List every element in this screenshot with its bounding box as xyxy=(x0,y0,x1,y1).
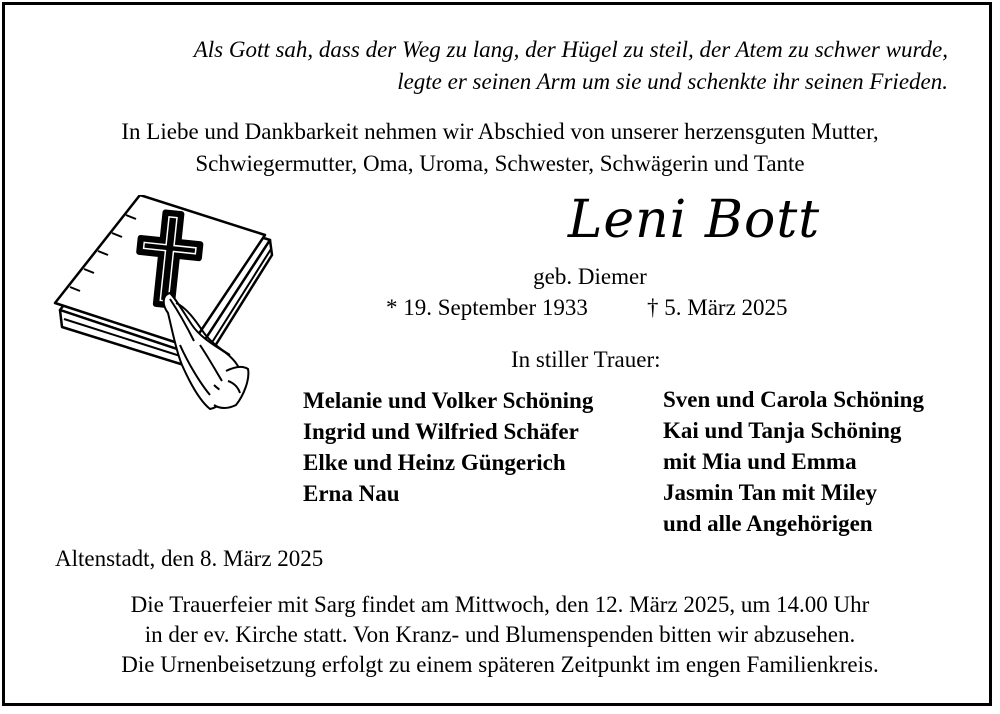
birth-date: * 19. September 1933 xyxy=(386,295,588,320)
deceased-name-row xyxy=(0,190,1000,250)
mourners-right-column xyxy=(663,384,924,539)
mourner-name: Elke und Heinz Güngerich xyxy=(303,450,566,475)
maiden-name: geb. Diemer xyxy=(533,264,647,289)
mourners-heading: In stiller Trauer: xyxy=(511,347,661,372)
mourners-left-column xyxy=(303,385,593,509)
mourner-name: Melanie und Volker Schöning xyxy=(303,388,594,413)
quote-line-1: Als Gott sah, dass der Weg zu lang, der Hügel zu steil, der Atem zu schwer wurde, xyxy=(193,37,948,62)
intro-line-1: In Liebe und Dankbarkeit nehmen wir Abschied von unserer herzensguten Mutter, xyxy=(121,119,879,144)
deceased-name: Leni Bott xyxy=(567,190,821,250)
place-and-date: Altenstadt, den 8. März 2025 xyxy=(55,546,324,571)
funeral-details xyxy=(0,590,1000,680)
mourner-name: Jasmin Tan mit Miley xyxy=(663,480,878,505)
mourner-name: Sven und Carola Schöning xyxy=(663,387,924,412)
mourner-name: und alle Angehörigen xyxy=(663,511,873,536)
closing-line-2: in der ev. Kirche statt. Von Kranz- und Blumenspenden bitten wir abzusehen. xyxy=(144,622,856,647)
closing-line-1: Die Trauerfeier mit Sarg findet am Mittwoch, den 12. März 2025, um 14.00 Uhr xyxy=(130,592,870,617)
mourner-name: Ingrid und Wilfried Schäfer xyxy=(303,419,579,444)
mourner-name: mit Mia und Emma xyxy=(663,449,857,474)
opening-quote xyxy=(88,34,948,98)
intro-line-2: Schwiegermutter, Oma, Uroma, Schwester, Schwägerin und Tante xyxy=(195,151,805,176)
mourner-name: Erna Nau xyxy=(303,481,400,506)
closing-line-3: Die Urnenbeisetzung erfolgt zu einem späteren Zeitpunkt im engen Familienkreis. xyxy=(121,652,879,677)
mourner-name: Kai und Tanja Schöning xyxy=(663,418,902,443)
quote-line-2: legte er seinen Arm um sie und schenkte ihr seinen Frieden. xyxy=(397,69,948,94)
death-date: † 5. März 2025 xyxy=(647,295,788,320)
intro-text xyxy=(0,116,1000,180)
